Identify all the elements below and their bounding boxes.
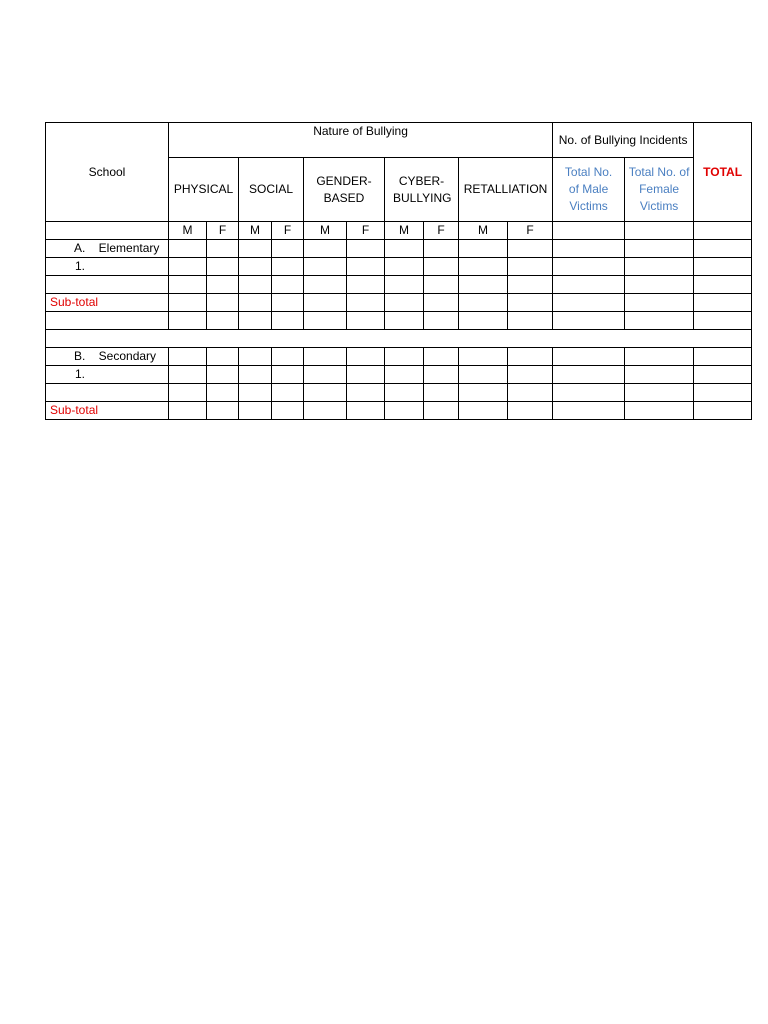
table-row xyxy=(46,312,752,330)
school-header xyxy=(46,123,169,222)
table-row xyxy=(46,384,752,402)
social-label: SOCIAL xyxy=(248,182,293,196)
row-number: 1. xyxy=(46,366,169,384)
cyber-bullying-f-header: F xyxy=(424,222,459,240)
table-row xyxy=(46,258,752,276)
section-label: B. Secondary xyxy=(46,348,169,366)
physical-label: PHYSICAL xyxy=(173,182,234,196)
empty-cell xyxy=(553,222,625,240)
gender-based-label: GENDER-BASED xyxy=(316,173,372,205)
cyber-bullying-label: CYBER-BULLYING xyxy=(393,173,452,205)
section-divider-row xyxy=(46,330,752,348)
female-victims-label: Total No. of Female Victims xyxy=(628,165,690,213)
female-victims-header xyxy=(625,158,694,222)
male-victims-header xyxy=(553,158,625,222)
empty-cell xyxy=(694,222,752,240)
social-header xyxy=(239,158,304,222)
social-m-header: M xyxy=(239,222,272,240)
bullying-incidents-label: No. of Bullying Incidents xyxy=(558,132,688,147)
row-number: 1. xyxy=(46,258,169,276)
empty-cell xyxy=(46,222,169,240)
subtotal-label: Sub-total xyxy=(46,402,169,420)
section-heading-row xyxy=(46,240,752,258)
gender-based-header xyxy=(304,158,385,222)
social-f-header: F xyxy=(272,222,304,240)
cyber-bullying-m-header: M xyxy=(385,222,424,240)
table-row xyxy=(46,366,752,384)
total-header-label: TOTAL xyxy=(703,164,743,179)
gender-based-f-header: F xyxy=(347,222,385,240)
elementary-section xyxy=(46,240,752,330)
nature-of-bullying-label: Nature of Bullying xyxy=(313,124,408,138)
gender-based-m-header: M xyxy=(304,222,347,240)
school-header-label: School xyxy=(88,164,126,179)
physical-f-header: F xyxy=(207,222,239,240)
secondary-section xyxy=(46,348,752,420)
physical-m-header: M xyxy=(169,222,207,240)
empty-cell xyxy=(625,222,694,240)
male-victims-label: Total No. of Male Victims xyxy=(564,165,613,213)
section-label: A. Elementary xyxy=(46,240,169,258)
cyber-bullying-header xyxy=(385,158,459,222)
retalliation-header xyxy=(459,158,553,222)
retalliation-m-header: M xyxy=(459,222,508,240)
subtotal-row xyxy=(46,402,752,420)
retalliation-label: RETALLIATION xyxy=(463,182,548,196)
retalliation-f-header: F xyxy=(508,222,553,240)
nature-of-bullying-header xyxy=(169,123,553,158)
bullying-incidents-header xyxy=(553,123,694,158)
table-row xyxy=(46,276,752,294)
subtotal-row xyxy=(46,294,752,312)
bullying-incidents-table xyxy=(45,122,752,420)
section-heading-row xyxy=(46,348,752,366)
physical-header xyxy=(169,158,239,222)
total-header xyxy=(694,123,752,222)
subtotal-label: Sub-total xyxy=(46,294,169,312)
